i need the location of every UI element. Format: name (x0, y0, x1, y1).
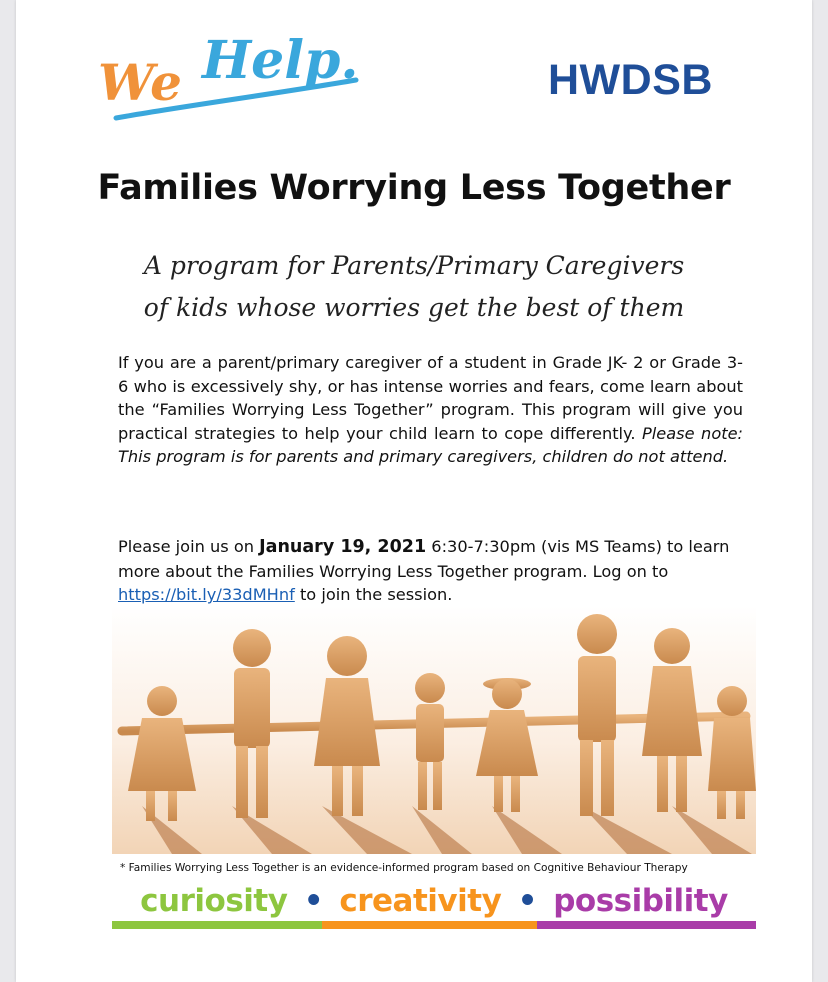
tagline-creativity: creativity (339, 883, 502, 919)
flyer-page (16, 0, 812, 982)
we-help-logo (94, 22, 364, 128)
footnote: * Families Worrying Less Together is an evidence-informed program based on Cognitive Behaviour Therapy (120, 862, 688, 874)
tagline-color-bar (112, 921, 756, 929)
tagline-bar-green (112, 921, 322, 929)
session-paragraph (118, 535, 743, 607)
subtitle-line-2: of kids whose worries get the best of them (143, 293, 685, 322)
tagline-bar-orange (322, 921, 537, 929)
session-date: January 19, 2021 (259, 537, 427, 557)
tagline-bar-purple (537, 921, 756, 929)
description-paragraph (118, 351, 743, 469)
page-title: Families Worrying Less Together (97, 168, 731, 208)
tagline (112, 883, 756, 933)
svg-text:We: We (98, 53, 182, 112)
subtitle-line-1: A program for Parents/Primary Caregivers (143, 251, 685, 280)
svg-text:Help.: Help. (202, 30, 359, 91)
paper-chain-family-image (112, 606, 756, 854)
tagline-dot-2: • (517, 883, 537, 919)
session-details: 6:30-7:30pm (vis MS Teams) to learn more about the Families Worrying Less Together program. Log on to (118, 537, 730, 581)
session-outro: to join the session. (294, 585, 453, 605)
tagline-dot-1: • (303, 883, 324, 919)
session-link[interactable]: https://bit.ly/33dMHnf (118, 585, 295, 605)
tagline-possibility: possibility (553, 883, 728, 919)
hwdsb-logo: HWDSB (548, 56, 713, 104)
tagline-words (112, 883, 756, 919)
tagline-curiosity: curiosity (140, 883, 288, 919)
note-text: Please note: This program is for parents and primary caregivers, children do not attend. (118, 423, 743, 467)
session-intro: Please join us on (118, 537, 260, 556)
description-text: If you are a parent/primary caregiver of a student in Grade JK- 2 or Grade 3-6 who is excessively shy, or has intense worries and fears, come learn about the “Families Worrying Less Together” program. This program will give you practical strategies to help your child learn to cope differently. (118, 353, 743, 443)
subtitle (106, 245, 722, 329)
